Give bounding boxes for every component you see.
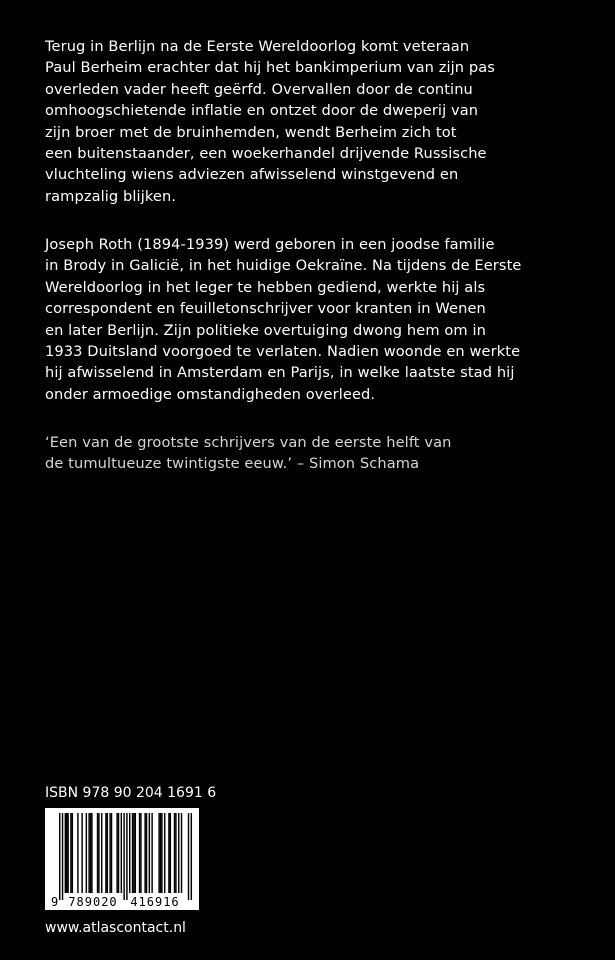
- barcode-bar: [178, 813, 179, 893]
- barcode-bar: [72, 813, 73, 893]
- author-bio-line: en later Berlijn. Zijn politieke overtuiging dwong hem om in: [45, 321, 486, 339]
- barcode-bar: [98, 813, 99, 893]
- barcode: [45, 808, 199, 910]
- barcode-bar: [88, 813, 89, 893]
- barcode-bar: [160, 813, 161, 893]
- barcode-bar: [116, 813, 117, 893]
- barcode-bar: [175, 813, 176, 893]
- blurb-line: rampzalig blijken.: [45, 187, 177, 205]
- barcode-bar: [109, 813, 110, 893]
- barcode-bar: [146, 813, 147, 893]
- barcode-bar: [149, 813, 150, 893]
- barcode-left-digits: 789020: [68, 895, 118, 909]
- barcode-bar: [121, 813, 122, 893]
- barcode-bar: [158, 813, 159, 893]
- blurb-paragraph: [45, 36, 585, 207]
- blurb-line: zijn broer met de bruinhemden, wendt Berheim zich tot: [45, 123, 457, 141]
- barcode-bar: [97, 813, 98, 893]
- author-bio-paragraph: [45, 234, 585, 405]
- barcode-bar: [168, 813, 169, 893]
- author-bio-line: Joseph Roth (1894-1939) werd geboren in een joodse familie: [45, 236, 495, 253]
- barcode-bar: [101, 813, 102, 893]
- blurb-line: omhoogschietende inflatie en ontzet door de dweperij van: [45, 102, 479, 120]
- blurb-line: een buitenstaander, een woekerhandel drijvende Russische: [45, 145, 487, 163]
- barcode-bar: [191, 813, 192, 900]
- author-bio-line: correspondent en feuilletonschrijver voor kranten in Wenen: [45, 300, 486, 318]
- barcode-bar: [181, 813, 182, 893]
- blurb-line: Paul Berheim erachter dat hij het bankimperium van zijn pas: [45, 59, 496, 77]
- barcode-bar: [123, 813, 124, 900]
- barcode-bar: [70, 813, 71, 893]
- barcode-bar: [188, 813, 189, 900]
- author-bio-line: hij afwisselend in Amsterdam en Parijs, in welke laatste stad hij: [45, 364, 515, 382]
- barcode-bar: [164, 813, 165, 893]
- barcode-bar: [132, 813, 133, 893]
- barcode-bar: [135, 813, 136, 893]
- barcode-bar: [129, 813, 130, 893]
- barcode-bar: [151, 813, 152, 893]
- barcode-bar: [66, 813, 67, 893]
- barcode-bar: [107, 813, 108, 893]
- barcode-bar: [126, 813, 127, 900]
- barcode-bar: [161, 813, 162, 893]
- quote-line: de tumultueuze twintigste eeuw.’ – Simon Schama: [45, 455, 420, 473]
- blurb-line: vluchteling wiens adviezen afwisselend winstgevend en: [45, 166, 459, 184]
- barcode-bar: [81, 813, 82, 893]
- quote-line: ‘Een van de grootste schrijvers van de eerste helft van: [45, 434, 452, 451]
- barcode-bar: [133, 813, 134, 893]
- barcode-graphic: [45, 808, 199, 910]
- barcode-bar: [111, 813, 112, 893]
- barcode-bar: [65, 813, 66, 893]
- blurb-line: overleden vader heeft geërfd. Overvallen door de continu: [45, 80, 473, 98]
- barcode-bar: [77, 813, 78, 893]
- quote-paragraph: [45, 432, 585, 475]
- website-link[interactable]: www.atlascontact.nl: [45, 920, 186, 936]
- barcode-bar: [144, 813, 145, 893]
- barcode-bar: [67, 813, 68, 893]
- barcode-bar: [140, 813, 141, 893]
- author-bio-line: onder armoedige omstandigheden overleed.: [45, 385, 376, 403]
- barcode-right-digits: 416916: [130, 895, 180, 909]
- barcode-bar: [90, 813, 91, 893]
- barcode-bar: [86, 813, 87, 893]
- author-bio-line: in Brody in Galicië, in het huidige Oekraïne. Na tijdens de Eerste: [45, 257, 522, 275]
- author-bio-line: Wereldoorlog in het leger te hebben gediend, werkte hij als: [45, 278, 486, 296]
- barcode-bar: [139, 813, 140, 893]
- barcode-bar: [174, 813, 175, 893]
- barcode-bar: [105, 813, 106, 893]
- barcode-bar: [91, 813, 92, 893]
- barcode-first-digit: 9: [51, 895, 59, 909]
- barcode-bar: [62, 813, 63, 900]
- barcode-bar: [59, 813, 60, 900]
- barcode-bar: [118, 813, 119, 893]
- author-bio-line: 1933 Duitsland voorgoed te verlaten. Nadien woonde en werkte: [45, 343, 521, 361]
- barcode-bar: [170, 813, 171, 893]
- isbn-label: ISBN 978 90 204 1691 6: [45, 785, 217, 801]
- blurb-line: Terug in Berlijn na de Eerste Wereldoorlog komt veteraan: [45, 38, 470, 55]
